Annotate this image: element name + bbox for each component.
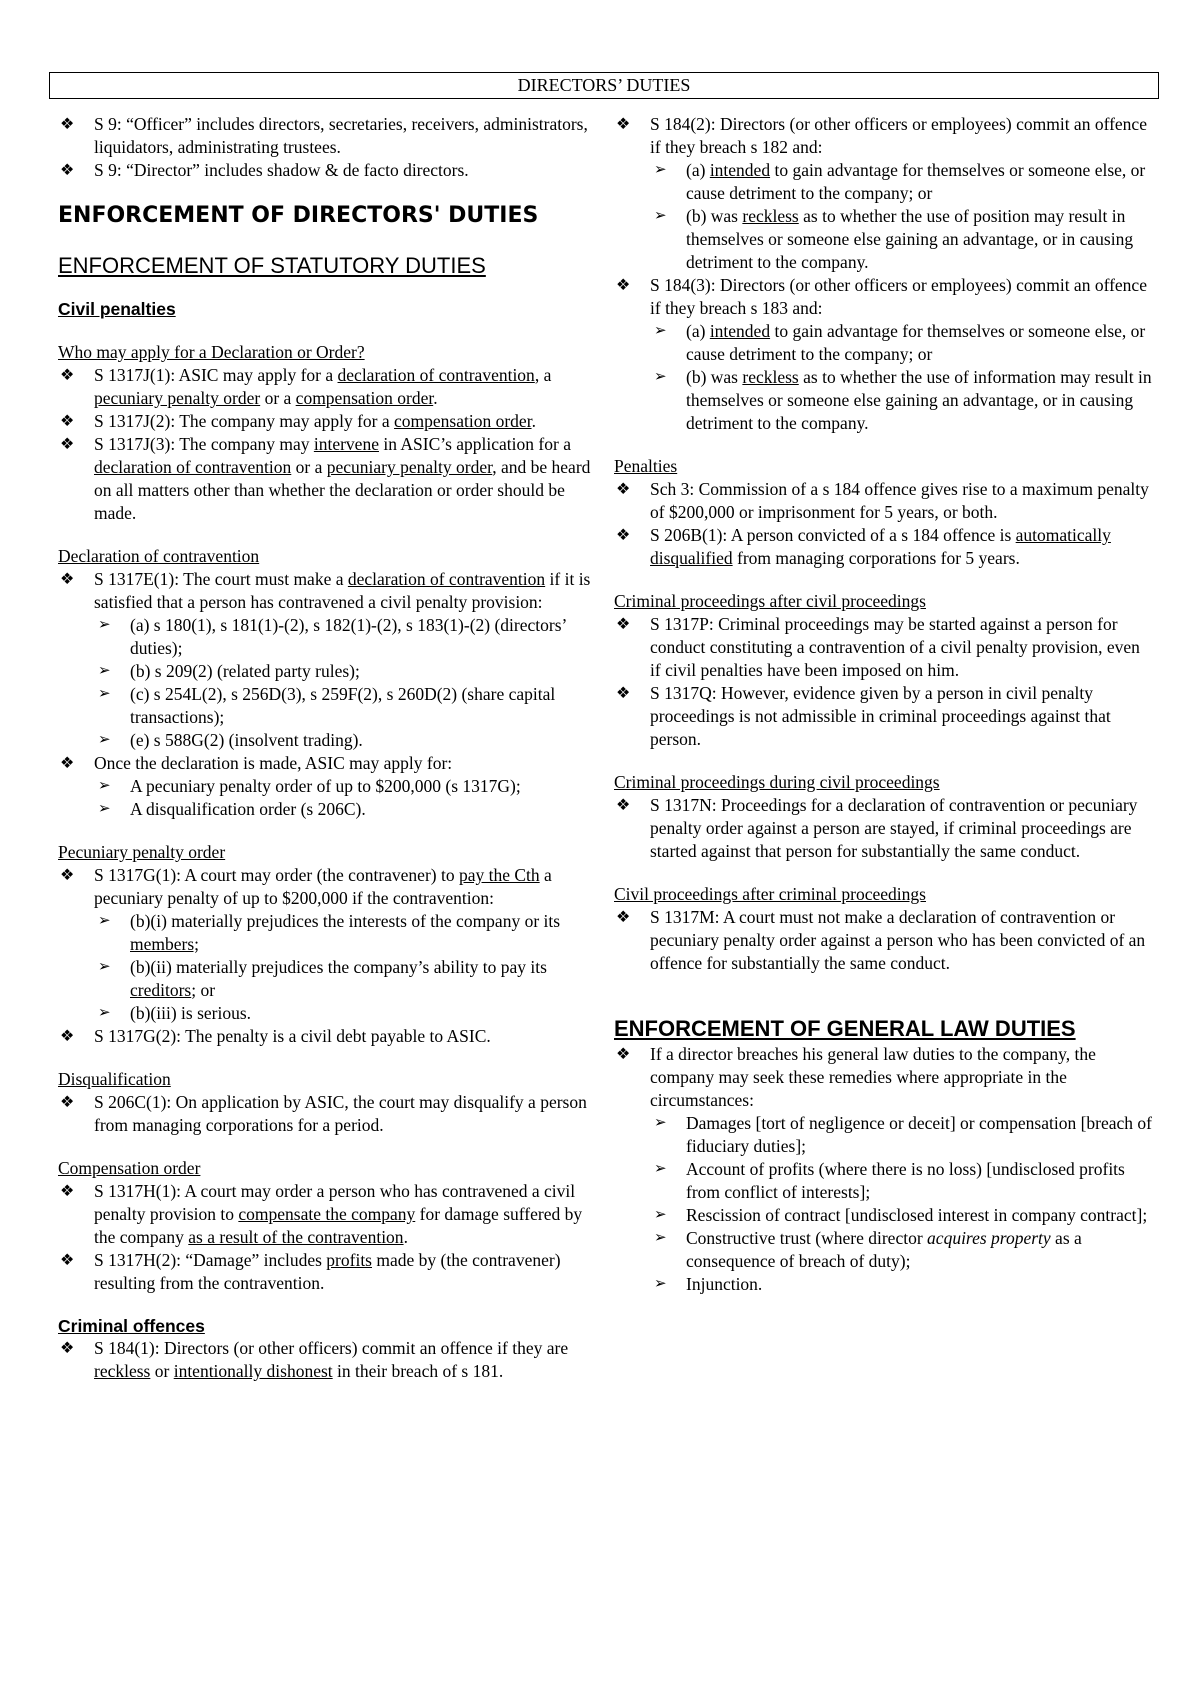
diamond-bullet-icon: ❖ [616, 685, 631, 702]
sub-list-item: ➢ (a) intended to gain advantage for themselves or someone else, or cause detriment to the company; or [654, 321, 1146, 364]
sub-list-item: ➢ Constructive trust (where director acquires property as a consequence of breach of duty); [654, 1228, 1082, 1271]
diamond-bullet-icon: ❖ [616, 797, 631, 814]
sub-list-item: ➢ (b)(ii) materially prejudices the company’s ability to pay its creditors; or [98, 957, 547, 1000]
list-item: ❖ S 1317J(3): The company may intervene in ASIC’s application for a declaration of contravention or a pecuniary penalty order, and be heard on all matters other than whether the declaration or order should be made. [60, 434, 591, 523]
sub-list-item: ➢ A disqualification order (s 206C). [98, 799, 366, 819]
arrow-bullet-icon: ➢ [98, 686, 111, 702]
sub-list-item: ➢ Account of profits (where there is no loss) [undisclosed profits from conflict of interests]; [654, 1159, 1125, 1202]
diamond-bullet-icon: ❖ [616, 277, 631, 294]
list-item: ❖ S 184(2): Directors (or other officers or employees) commit an offence if they breach s 182 and: [616, 114, 1147, 157]
list-item: ❖ S 1317H(2): “Damage” includes profits made by (the contravener) resulting from the contravention. [60, 1250, 561, 1293]
list-item: ❖ S 9: “Officer” includes directors, secretaries, receivers, administrators, liquidators, administrating trustees. [60, 114, 588, 157]
right-column [614, 113, 1154, 1296]
list-item: ❖ S 1317G(1): A court may order (the contravener) to pay the Cth a pecuniary penalty of up to $200,000 if the contravention: [60, 865, 552, 908]
subsection-heading: Declaration of contravention [58, 546, 260, 566]
diamond-bullet-icon: ❖ [60, 1340, 75, 1357]
diamond-bullet-icon: ❖ [616, 116, 631, 133]
arrow-bullet-icon: ➢ [98, 778, 111, 794]
arrow-bullet-icon: ➢ [98, 913, 111, 929]
arrow-bullet-icon: ➢ [654, 323, 667, 339]
subsection-heading: Criminal proceedings after civil proceedings [614, 591, 926, 611]
section-heading: ENFORCEMENT OF STATUTORY DUTIES [58, 253, 486, 278]
list-item: ❖ S 1317H(1): A court may order a person who has contravened a civil penalty provision to compensate the company for damage suffered by the company as a result of the contravention. [60, 1181, 583, 1247]
diamond-bullet-icon: ❖ [616, 909, 631, 926]
diamond-bullet-icon: ❖ [60, 367, 75, 384]
list-item: ❖ If a director breaches his general law duties to the company, the company may seek these remedies where appropriate in the circumstances: [616, 1044, 1096, 1110]
sub-list-item: ➢ Injunction. [654, 1274, 763, 1294]
list-item: ❖ S 206B(1): A person convicted of a s 184 offence is automatically disqualified from managing corporations for 5 years. [616, 525, 1111, 568]
subsection-heading: Criminal proceedings during civil proceedings [614, 772, 940, 792]
arrow-bullet-icon: ➢ [98, 663, 111, 679]
diamond-bullet-icon: ❖ [60, 1028, 75, 1045]
diamond-bullet-icon: ❖ [616, 616, 631, 633]
diamond-bullet-icon: ❖ [60, 571, 75, 588]
diamond-bullet-icon: ❖ [60, 436, 75, 453]
sub-list-item: ➢ (e) s 588G(2) (insolvent trading). [98, 730, 363, 750]
list-item: ❖ S 206C(1): On application by ASIC, the court may disqualify a person from managing corporations for a period. [60, 1092, 587, 1135]
subsection-heading: Pecuniary penalty order [58, 842, 226, 862]
list-item: ❖ S 1317E(1): The court must make a declaration of contravention if it is satisfied that a person has contravened a civil penalty provision: [60, 569, 591, 612]
diamond-bullet-icon: ❖ [60, 413, 75, 430]
sub-list-item: ➢ (b)(i) materially prejudices the interests of the company or its members; [98, 911, 561, 954]
list-item: ❖ S 1317Q: However, evidence given by a person in civil penalty proceedings is not admissible in criminal proceedings against that person. [616, 683, 1111, 749]
subsection-heading: Who may apply for a Declaration or Order? [58, 342, 365, 362]
sub-list-item: ➢ (a) intended to gain advantage for themselves or someone else, or cause detriment to the company; or [654, 160, 1146, 203]
diamond-bullet-icon: ❖ [60, 1094, 75, 1111]
arrow-bullet-icon: ➢ [98, 801, 111, 817]
list-item: ❖ S 184(1): Directors (or other officers) commit an offence if they are reckless or intentionally dishonest in their breach of s 181. [60, 1338, 569, 1381]
diamond-bullet-icon: ❖ [60, 1252, 75, 1269]
sub-list-item: ➢ (b) was reckless as to whether the use of position may result in themselves or someone else gaining an advantage, or in causing detriment to the company. [654, 206, 1134, 272]
arrow-bullet-icon: ➢ [654, 1115, 667, 1131]
list-item: ❖ S 184(3): Directors (or other officers or employees) commit an offence if they breach s 183 and: [616, 275, 1147, 318]
arrow-bullet-icon: ➢ [98, 1005, 111, 1021]
list-item: ❖ S 1317P: Criminal proceedings may be started against a person for conduct constituting a contravention of a civil penalty provision, even if civil penalties have been imposed on him. [616, 614, 1140, 680]
section-heading: ENFORCEMENT OF DIRECTORS' DUTIES [58, 203, 539, 228]
page-title: DIRECTORS’ DUTIES [517, 75, 691, 95]
diamond-bullet-icon: ❖ [616, 1046, 631, 1063]
sub-list-item: ➢ (b) was reckless as to whether the use of information may result in themselves or someone else gaining an advantage, or in causing detriment to the company. [654, 367, 1152, 433]
list-item: ❖ S 1317M: A court must not make a declaration of contravention or pecuniary penalty order against a person who has been convicted of an offence for substantially the same conduct. [616, 907, 1146, 973]
page-header [49, 72, 1159, 99]
list-item: ❖ Once the declaration is made, ASIC may apply for: [60, 753, 453, 773]
list-item: ❖ S 1317J(1): ASIC may apply for a declaration of contravention, a pecuniary penalty order or a compensation order. [60, 365, 552, 408]
diamond-bullet-icon: ❖ [60, 116, 75, 133]
arrow-bullet-icon: ➢ [654, 208, 667, 224]
sub-list-item: ➢ (b)(iii) is serious. [98, 1003, 252, 1023]
diamond-bullet-icon: ❖ [60, 162, 75, 179]
sub-list-item: ➢ Damages [tort of negligence or deceit] or compensation [breach of fiduciary duties]; [654, 1113, 1152, 1156]
diamond-bullet-icon: ❖ [60, 1183, 75, 1200]
sub-list-item: ➢ (a) s 180(1), s 181(1)-(2), s 182(1)-(2), s 183(1)-(2) (directors’ duties); [98, 615, 567, 658]
sub-list-item: ➢ (b) s 209(2) (related party rules); [98, 661, 360, 681]
diamond-bullet-icon: ❖ [60, 867, 75, 884]
subsection-heading: Compensation order [58, 1158, 201, 1178]
list-item: ❖ S 9: “Director” includes shadow & de facto directors. [60, 160, 469, 180]
diamond-bullet-icon: ❖ [60, 755, 75, 772]
diamond-bullet-icon: ❖ [616, 527, 631, 544]
arrow-bullet-icon: ➢ [98, 617, 111, 633]
subsection-heading: Penalties [614, 456, 678, 476]
subsection-heading: Disqualification [58, 1069, 171, 1089]
arrow-bullet-icon: ➢ [654, 1207, 667, 1223]
subsection-heading: Civil proceedings after criminal proceedings [614, 884, 926, 904]
arrow-bullet-icon: ➢ [98, 732, 111, 748]
list-item: ❖ S 1317J(2): The company may apply for a compensation order. [60, 411, 536, 431]
sub-list-item: ➢ A pecuniary penalty order of up to $200,000 (s 1317G); [98, 776, 521, 796]
diamond-bullet-icon: ❖ [616, 481, 631, 498]
list-item: ❖ S 1317G(2): The penalty is a civil debt payable to ASIC. [60, 1026, 491, 1046]
arrow-bullet-icon: ➢ [98, 959, 111, 975]
list-item: ❖ S 1317N: Proceedings for a declaration of contravention or pecuniary penalty order against a person are stayed, if criminal proceedings are started against that person for substantially the same conduct. [616, 795, 1138, 861]
left-column [58, 113, 598, 1383]
section-heading: ENFORCEMENT OF GENERAL LAW DUTIES [614, 1016, 1076, 1041]
sub-list-item: ➢ (c) s 254L(2), s 256D(3), s 259F(2), s 260D(2) (share capital transactions); [98, 684, 556, 727]
arrow-bullet-icon: ➢ [654, 1230, 667, 1246]
list-item: ❖ Sch 3: Commission of a s 184 offence gives rise to a maximum penalty of $200,000 or imprisonment for 5 years, or both. [616, 479, 1149, 522]
arrow-bullet-icon: ➢ [654, 1161, 667, 1177]
arrow-bullet-icon: ➢ [654, 162, 667, 178]
arrow-bullet-icon: ➢ [654, 1276, 667, 1292]
sub-list-item: ➢ Rescission of contract [undisclosed interest in company contract]; [654, 1205, 1148, 1225]
subsection-heading: Civil penalties [58, 299, 176, 319]
subsection-heading: Criminal offences [58, 1316, 205, 1336]
arrow-bullet-icon: ➢ [654, 369, 667, 385]
